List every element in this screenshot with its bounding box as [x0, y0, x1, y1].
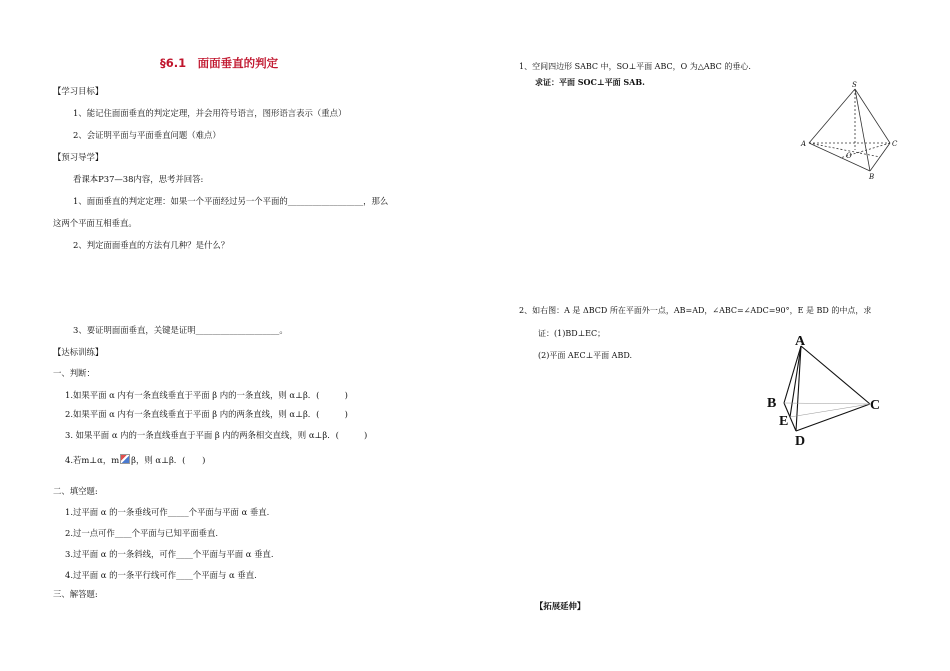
edge-sa — [809, 89, 855, 143]
judge-item-4 — [65, 454, 205, 466]
label-b: B — [767, 396, 777, 411]
problem-2-line-1: 2、如右图：A 是 ΔBCD 所在平面外一点，AB=AD，∠ABC=∠ADC=90°，E 是 BD 的中点，求 — [519, 306, 872, 315]
label-d: D — [795, 434, 806, 448]
problem-1-line-2: 求证：平面 SOC⊥平面 SAB. — [535, 77, 645, 87]
question-1 — [73, 196, 388, 207]
fill-item-1: 1.过平面 α 的一条垂线可作_____个平面与平面 α 垂直. — [65, 507, 270, 517]
line-ec — [790, 404, 870, 417]
line-ao — [809, 143, 880, 157]
answer-header: 三、解答题: — [53, 589, 98, 599]
goal-2: 2、会证明平面与平面垂直问题（难点） — [73, 130, 221, 140]
fill-item-4: 4.过平面 α 的一条平行线可作____个平面与 α 垂直. — [65, 570, 257, 580]
label-s: S — [852, 81, 857, 89]
subset-symbol-icon — [120, 454, 130, 464]
goals-header: 【学习目标】 — [53, 86, 104, 96]
label-e: E — [779, 414, 789, 429]
problem-1-line-1: 1、空间四边形 SABC 中，SO⊥平面 ABC，O 为△ABC 的垂心. — [519, 62, 751, 71]
label-o: O — [846, 152, 852, 160]
edge-dc — [796, 404, 870, 431]
goal-1: 1、能记住面面垂直的判定定理，并会用符号语言，图形语言表示（重点） — [73, 108, 347, 118]
tetrahedron-figure-2 — [763, 332, 885, 448]
question-1-tail: ，那么 — [363, 196, 389, 206]
question-1-continued: 这两个平面互相垂直。 — [53, 218, 137, 228]
fill-item-3: 3.过平面 α 的一条斜线，可作____个平面与平面 α 垂直. — [65, 549, 274, 559]
preview-intro: 看课本P37—38内容，思考并回答: — [73, 174, 204, 184]
judge-item-2: 2.如果平面 α 内有一条直线垂直于平面 β 内的两条直线，则 α⊥β．( ) — [65, 409, 348, 419]
judge-item-1: 1.如果平面 α 内有一条直线垂直于平面 β 内的一条直线，则 α⊥β．( ) — [65, 390, 348, 400]
question-2: 2、判定面面垂直的方法有几种？是什么？ — [73, 240, 230, 250]
problem-2-line-2: 证：(1)BD⊥EC； — [538, 329, 606, 338]
label-c: C — [892, 140, 898, 148]
label-c: C — [870, 398, 881, 413]
practice-header: 【达标训练】 — [53, 347, 104, 357]
fill-header: 二、填空题: — [53, 486, 98, 496]
judge-item-3: 3. 如果平面 α 内的一条直线垂直于平面 β 内的两条相交直线，则 α⊥β．( ) — [65, 430, 368, 440]
problem-2-line-3: (2)平面 AEC⊥平面 ABD. — [538, 351, 633, 360]
judge-4-a: 4.若m⊥α，m — [65, 455, 120, 465]
label-b: B — [869, 173, 875, 180]
fill-item-2: 2.过一点可作____个平面与已知平面垂直. — [65, 528, 219, 538]
judge-4-b: β，则 α⊥β．( ) — [131, 455, 206, 465]
edge-ab — [809, 143, 870, 171]
edge-ac — [801, 346, 870, 404]
edge-bc — [784, 403, 870, 404]
preview-header: 【预习导学】 — [53, 152, 104, 162]
judge-header: 一、判断： — [53, 368, 95, 378]
question-1-text: 1、面面垂直的判定定理：如果一个平面经过另一个平面的 — [73, 196, 288, 206]
question-3: 3、要证明面面垂直，关键是证明____________________。 — [73, 325, 288, 335]
extend-header: 【拓展延伸】 — [535, 601, 586, 611]
tetrahedron-figure-1 — [795, 78, 905, 180]
question-1-blank: __________________ — [287, 196, 364, 206]
label-a: A — [801, 140, 807, 148]
label-a: A — [795, 334, 806, 349]
page-title: §6.1 面面垂直的判定 — [160, 56, 279, 70]
